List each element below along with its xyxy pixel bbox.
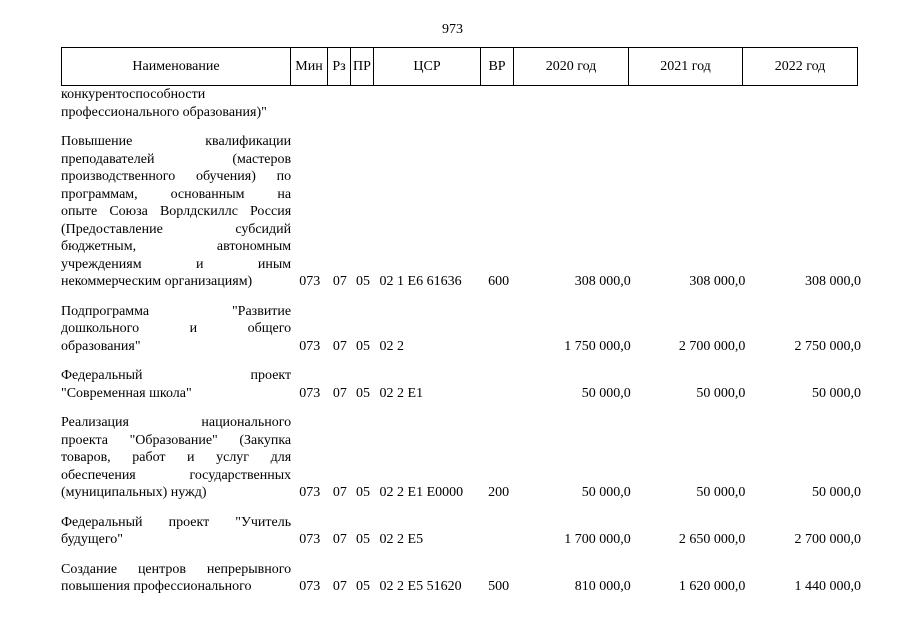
cell-rz [328,86,351,121]
cell-rz: 07 [332,338,347,354]
cell-rz: 07 [332,385,347,401]
header-min: Мин [291,48,328,86]
cell-name [61,367,291,402]
cell-2020 [515,86,631,121]
cell-rz: 07 [332,485,347,500]
cell-min [291,86,328,121]
cell-2020: 810 000,0 [574,579,631,594]
name-line: преподавателей (мастеров [61,151,292,167]
cell-2020: 1 750 000,0 [564,338,631,354]
cell-min: 073 [299,579,321,594]
cell-name [61,133,291,291]
cell-2022: 308 000,0 [805,274,861,289]
table-body [61,86,861,596]
row-spacer [61,549,861,561]
cell-2021: 50 000,0 [696,485,746,500]
cell-2021: 308 000,0 [689,274,746,289]
cell-name [61,561,291,596]
name-line: Реализация национального [61,415,292,430]
table-header [61,47,858,86]
name-line: опыте Союза Ворлдскиллс Россия [61,204,292,219]
cell-2022: 2 750 000,0 [794,338,861,354]
cell-2022: 50 000,0 [812,385,861,401]
cell-rz: 07 [332,274,347,289]
cell-csr: 02 2 [379,338,405,354]
cell-2022 [745,86,861,121]
name-line: проекта "Образование" (Закупка [61,432,292,448]
table-row [61,414,861,502]
cell-2021: 1 620 000,0 [678,579,746,594]
header-2022: 2022 год [743,48,858,86]
row-spacer [61,355,861,367]
cell-2021: 2 650 000,0 [678,532,746,547]
table-row [61,86,861,121]
table-row [61,514,861,549]
row-spacer [61,291,861,303]
cell-name [61,86,291,121]
header-vr: ВР [481,48,514,86]
cell-csr: 02 2 E1 [379,385,424,401]
table-row [61,303,861,356]
name-line: учреждениям и иным [61,256,292,272]
cell-pr [351,86,374,121]
cell-name [61,414,291,502]
name-line: бюджетным, автономным [61,239,292,254]
cell-name [61,303,291,356]
cell-2021 [631,86,746,121]
cell-rz: 07 [332,579,347,594]
table-row [61,133,861,291]
cell-pr: 05 [355,532,370,547]
header-csr: ЦСР [374,48,481,86]
cell-rz: 07 [332,532,347,547]
cell-2020: 50 000,0 [581,485,631,500]
cell-vr [482,86,515,121]
cell-csr [375,86,483,121]
cell-csr: 02 2 E1 E0000 [379,485,464,500]
cell-csr: 02 1 E6 61636 [379,274,462,289]
cell-vr [482,514,515,549]
name-line: профессионального образования)" [61,104,267,120]
name-line: Повышение квалификации [61,134,292,149]
name-line: (муниципальных) нужд) [61,485,207,500]
header-2021: 2021 год [629,48,743,86]
cell-vr: 500 [488,579,510,594]
table-row [61,367,861,402]
cell-2020: 1 700 000,0 [564,532,631,547]
cell-2020: 50 000,0 [581,385,631,401]
cell-2021: 2 700 000,0 [678,338,746,354]
header-rz: Рз [328,48,351,86]
cell-min: 073 [299,274,321,289]
cell-min: 073 [299,485,321,500]
cell-2022: 50 000,0 [812,485,861,500]
cell-2020: 308 000,0 [574,274,631,289]
cell-vr [482,367,515,402]
name-line: повышения профессионального [61,579,252,594]
header-2020: 2020 год [514,48,629,86]
row-spacer [61,121,861,133]
cell-2022: 1 440 000,0 [794,579,861,594]
cell-pr: 05 [355,338,370,354]
cell-min: 073 [299,532,321,547]
name-line: товаров, работ и услуг для [61,450,292,465]
name-line: Федеральный проект "Учитель [61,514,292,530]
name-line: Создание центров непрерывного [61,561,292,577]
name-line: обеспечения государственных [61,467,292,483]
name-line: программам, основанным на [61,186,292,202]
cell-vr [482,303,515,356]
name-line: конкурентоспособности [61,87,206,102]
header-name: Наименование [62,48,291,86]
name-line: некоммерческим организациям) [61,274,253,289]
cell-2021: 50 000,0 [696,385,746,401]
row-spacer [61,502,861,514]
name-line: дошкольного и общего [61,321,292,336]
row-spacer [61,402,861,414]
cell-csr: 02 2 E5 [379,532,424,547]
cell-min: 073 [299,385,321,401]
cell-pr: 05 [355,385,370,401]
table-row [61,561,861,596]
cell-2022: 2 700 000,0 [794,532,861,547]
page-number: 973 [442,22,463,37]
name-line: Федеральный проект [61,368,292,383]
name-line: образования" [61,338,141,354]
cell-vr: 200 [488,485,510,500]
cell-vr: 600 [488,274,510,289]
header-pr: ПР [351,48,374,86]
name-line: будущего" [61,532,123,547]
cell-pr: 05 [355,274,370,289]
name-line: производственного обучения) по [61,169,292,184]
cell-min: 073 [299,338,321,354]
cell-name [61,514,291,549]
name-line: Подпрограмма "Развитие [61,303,292,319]
name-line: "Современная школа" [61,385,192,401]
cell-pr: 05 [355,485,370,500]
name-line: (Предоставление субсидий [61,221,292,237]
cell-pr: 05 [355,579,370,594]
cell-csr: 02 2 E5 51620 [379,579,462,594]
